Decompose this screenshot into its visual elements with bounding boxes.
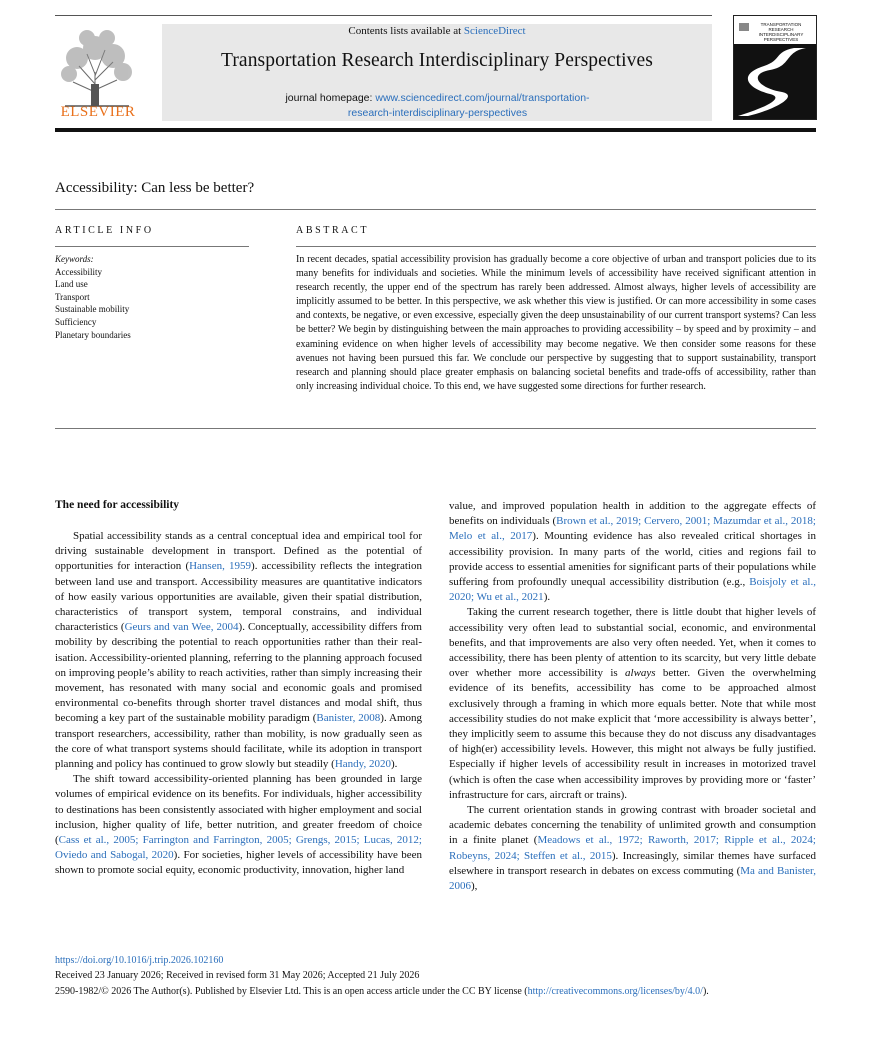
journal-cover-thumbnail[interactable] <box>733 15 817 120</box>
citation-link[interactable]: Hansen, 1959 <box>189 560 252 573</box>
abstract-text: In recent decades, spatial accessibility provision has gradually become a core objective of urban and transport policies due to its many benefits for individuals and societies. While the minimum levels of accessibility have received significant attention in research recently, the upper end of the spectrum has rarely been addressed. Almost always, higher levels of accessibility are implicitly assumed to be better. In this perspective, we ask whether this view is justified. Or can more accessibility in some cases and contexts, be negative, or even excessive, especially given the deep unsustainability of our current transport systems? Can less be better? We begin by distinguishing between the main approaches to providing accessibility – by speed and by proximity – and examining evidence on when higher levels of accessibility may become negative. We then consider some reasons for these avenues not having been pursued this far. We conclude our perspective by suggesting that to support sustainability, transport research and planning should place greater emphasis on balancing societal benefits and trade-offs of accessibility, rather than only increasing individual choice. To this end, we have suggested some directions for further research. <box>296 254 816 392</box>
abstract-rule <box>296 246 816 247</box>
keywords-label: Keywords: <box>55 254 94 264</box>
text-run: The current orientation stands in growing contrast with broader societal and academic debates concerning the tenability of unlimited growth and consumption in a finite planet ( <box>449 804 816 847</box>
citation-link[interactable]: Ma and Banister, 2006 <box>449 864 816 893</box>
sciencedirect-link[interactable]: ScienceDirect <box>463 25 526 37</box>
body-column-left <box>55 529 422 879</box>
text-run: ), <box>471 880 478 893</box>
text-run: The shift toward accessibility-oriented planning has been grounded in large volumes of empirical evidence on its benefits. For individuals, higher accessibility to destinations has been consistently associated with higher employment and social inclusion, higher quality of life, better nutrition, and greater freedom of choice ( <box>55 773 422 847</box>
citation-link[interactable]: Geurs and van Wee, 2004 <box>124 621 239 634</box>
abstract-bottom-rule <box>55 428 816 429</box>
license-text: 2590-1982/© 2026 The Author(s). Published by Elsevier Ltd. This is an open access article under the CC BY license ( <box>55 986 528 997</box>
emphasis-text: always <box>625 667 656 680</box>
received-dates: Received 23 January 2026; Received in revised form 31 May 2026; Accepted 21 July 2026 <box>55 970 420 981</box>
citation-link[interactable]: Boisjoly et al., 2020; Wu et al., 2021 <box>449 576 816 604</box>
body-paragraph <box>55 772 422 878</box>
citation-link[interactable]: Cass et al., 2005; Farrington and Farrington, 2005; Grengs, 2015; Lucas, 2012; Oviedo and Sabogal, 2020 <box>55 834 422 862</box>
license-text-end: ). <box>702 986 709 997</box>
citation-link[interactable]: Banister, 2008 <box>316 712 381 725</box>
header-thick-rule <box>55 128 816 132</box>
keyword-item: Transport <box>55 291 90 302</box>
contents-prefix: Contents lists available at <box>348 25 464 37</box>
keyword-item: Sufficiency <box>55 316 97 327</box>
body-paragraph <box>55 529 422 772</box>
abstract-heading: ABSTRACT <box>296 225 370 236</box>
text-run: ). accessibility reflects the integration between land use and transport. Accessibility measures are quantitative indicators of how easily various opportunities are available, given their spatial distribution, characteristics of transport system, temporal constrains, and individual characteristics ( <box>55 560 422 634</box>
body-column-right <box>449 499 816 894</box>
elsevier-wordmark: ELSEVIER <box>60 104 136 120</box>
body-paragraph <box>449 605 816 803</box>
text-run: better. Given the overwhelming evidence of its benefits, accessibility has come to be approached almost exclusively through a framing in which more equals better. Note that while most accessibility studies do not make explicit that ‘more accessibility is always better’, they implicitly seem to assume this because they do not discuss any disadvantages of high(er) accessibility levels. However, this might not always be fully justified. Especially if higher levels of accessibility result in increases in motorized travel (which is often the case when accessibility improves by providing more or ‘faster’ infrastructure for cars, aircraft or trains). <box>449 667 816 801</box>
text-run: ). For societies, higher levels of accessibility have been shown to promote social equity, economic productivity, innovation, higher land <box>55 849 422 877</box>
text-run: ). Mounting evidence has also revealed critical shortages in accessibility provision. In many parts of the world, cities and regions fail to provide access to essential amenities for significant parts of their populations while suffering from profoundly unequal accessibility distribution (e.g., <box>449 530 816 589</box>
text-run: value, and improved population health in addition to the aggregate effects of benefits on individuals ( <box>449 500 816 528</box>
contents-line <box>162 25 712 37</box>
text-run: ). <box>390 758 398 771</box>
article-info-rule <box>55 246 249 247</box>
license-line <box>55 986 709 997</box>
header-top-rule <box>55 15 712 16</box>
body-paragraph <box>449 803 816 894</box>
keyword-item: Planetary boundaries <box>55 329 131 340</box>
keywords-block <box>55 253 131 341</box>
body-paragraph <box>449 499 816 605</box>
keyword-item: Accessibility <box>55 266 102 277</box>
citation-link[interactable]: Handy, 2020 <box>334 758 391 771</box>
homepage-link-line1[interactable]: www.sciencedirect.com/journal/transportation- <box>375 92 590 104</box>
journal-title[interactable]: Transportation Research Interdisciplinary Perspectives <box>221 50 653 71</box>
elsevier-logo[interactable] <box>55 24 141 121</box>
doi-link[interactable]: https://doi.org/10.1016/j.trip.2026.102160 <box>55 955 224 966</box>
text-run: ). Conceptually, accessibility differs from mobility by describing the potential to reach opportunities rather than their realisation. Accessibility-oriented planning, referring to the planning approach focused on improving people’s ability to reach activities, rather than simply increasing their movement, has resonated with many social and economic goals and promised environmental co-benefits through shorter travel distances and modal shift, thus becoming a key part of the sustainable mobility paradigm ( <box>55 621 422 725</box>
road-graphic-icon <box>734 44 816 119</box>
text-run: ). Increasingly, similar themes have surfaced elsewhere in transport research in debates on excess commuting ( <box>449 849 817 877</box>
cover-title: TRANSPORTATION RESEARCH INTERDISCIPLINARY PERSPECTIVES <box>758 22 804 42</box>
text-run: ). <box>543 591 551 604</box>
homepage-label: journal homepage: <box>285 92 376 104</box>
article-title: Accessibility: Can less be better? <box>55 180 255 196</box>
keyword-item: Land use <box>55 279 88 290</box>
homepage-link-line2[interactable]: research-interdisciplinary-perspectives <box>347 107 528 119</box>
license-link[interactable]: http://creativecommons.org/licenses/by/4.0/ <box>527 986 703 997</box>
text-run: Spatial accessibility stands as a central conceptual idea and empirical tool for driving sustainable development in transport. Defined as the potential of opportunities for interaction ( <box>55 530 422 573</box>
journal-homepage <box>200 91 675 121</box>
citation-link[interactable]: Meadows et al., 1972; Raworth, 2017; Ripple et al., 2024; Robeyns, 2024; Steffen et al., 2015 <box>449 834 816 862</box>
section-heading: The need for accessibility <box>55 499 180 511</box>
text-run: ). Among transport researchers, accessibility, rather than mobility, is now gradually seen as the core of what transport systems should facilitate, while its adoption in transport planning and policy has continued to grow slowly but steadily ( <box>55 712 422 771</box>
citation-link[interactable]: Brown et al., 2019; Cervero, 2001; Mazumdar et al., 2018; Melo et al., 2017 <box>449 515 816 543</box>
article-info-heading: ARTICLE INFO <box>55 225 154 236</box>
cover-logo-icon <box>737 22 751 32</box>
title-rule <box>55 209 816 210</box>
keyword-item: Sustainable mobility <box>55 304 130 315</box>
text-run: Taking the current research together, there is little doubt that higher levels of accessibility very often lead to substantial social, economic, and environmental benefits, and that improvements are also very often needed. Yet, when it comes to accessibility, there has been plenty of attention to its scarcity, but very little debate over whether more accessibility is <box>449 606 816 680</box>
